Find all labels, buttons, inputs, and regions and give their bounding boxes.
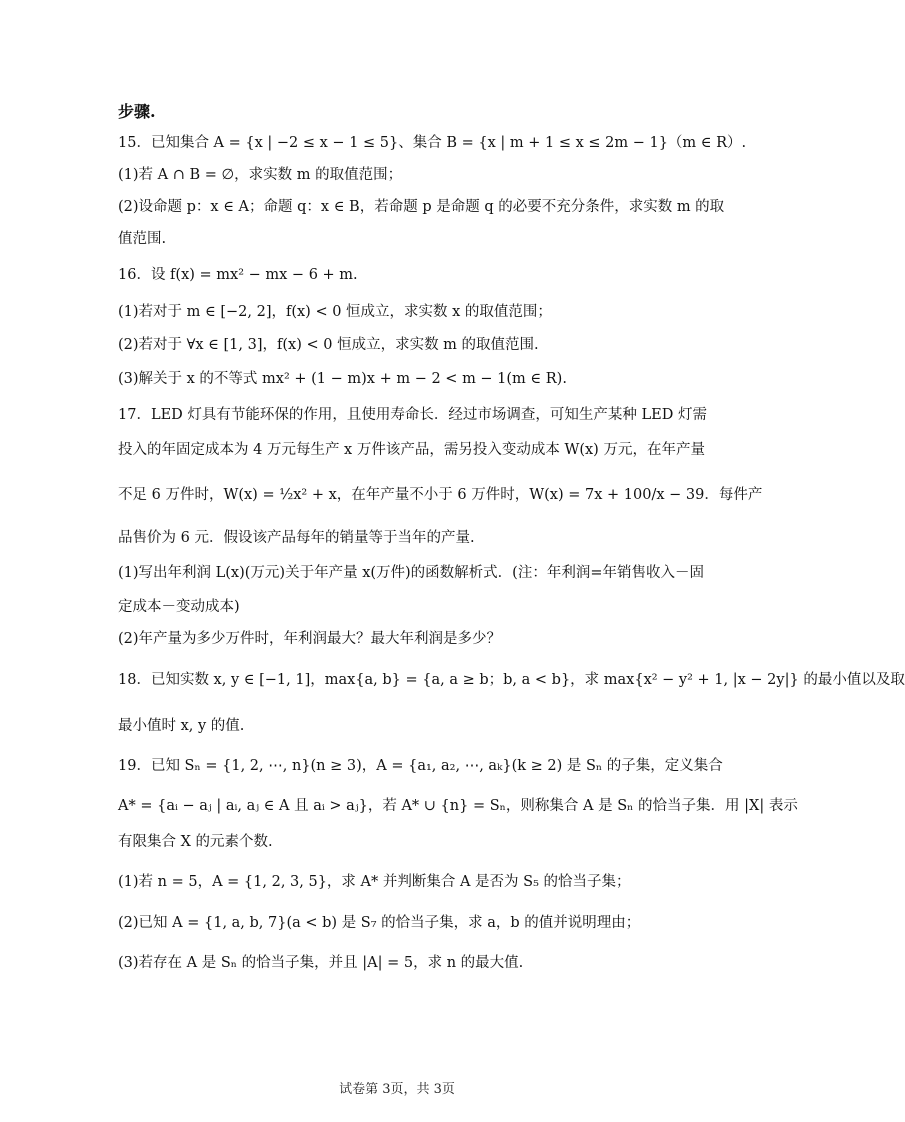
q19-part3: (3)若存在 A 是 Sₙ 的恰当子集，并且 |A| = 5，求 n 的最大值. — [118, 955, 524, 971]
q16-stem: 16．设 f(x) = mx² − mx − 6 + m. — [118, 267, 358, 283]
q16-part2: (2)若对于 ∀x ∈ [1, 3]，f(x) < 0 恒成立，求实数 m 的取值范围. — [118, 337, 539, 353]
q18-line1: 18．已知实数 x, y ∈ [−1, 1]，max{a, b} = {a, a ≥ b；b, a < b}，求 max{x² − y² + 1, |x − 2y|} 的最小值以及取 — [118, 672, 905, 688]
q17-part1-line2: 定成本－变动成本) — [118, 599, 240, 615]
page-footer: 试卷第 3页，共 3页 — [339, 1082, 455, 1097]
q18-line2: 最小值时 x, y 的值. — [118, 718, 245, 734]
q17-part1-line1: (1)写出年利润 L(x)(万元)关于年产量 x(万件)的函数解析式．(注：年利润=年销售收入－固 — [118, 565, 704, 581]
q17-part2: (2)年产量为多少万件时，年利润最大？最大年利润是多少？ — [118, 631, 502, 647]
q15-part1: (1)若 A ∩ B = ∅，求实数 m 的取值范围； — [118, 167, 403, 183]
q15-part2-line2: 值范围. — [118, 231, 167, 247]
q17-line1: 17．LED 灯具有节能环保的作用，且使用寿命长．经过市场调查，可知生产某种 LED 灯需 — [118, 407, 707, 423]
section-heading: 步骤. — [118, 102, 156, 121]
q16-part3: (3)解关于 x 的不等式 mx² + (1 − m)x + m − 2 < m − 1(m ∈ R). — [118, 371, 567, 387]
q19-line3: 有限集合 X 的元素个数. — [118, 834, 273, 850]
q17-line4: 品售价为 6 元．假设该产品每年的销量等于当年的产量. — [118, 530, 475, 546]
q16-part1: (1)若对于 m ∈ [−2, 2]，f(x) < 0 恒成立，求实数 x 的取值范围； — [118, 304, 552, 320]
q15-stem: 15．已知集合 A = {x | −2 ≤ x − 1 ≤ 5}、集合 B = {x | m + 1 ≤ x ≤ 2m − 1}（m ∈ R）. — [118, 135, 747, 151]
q19-line2: A* = {aᵢ − aⱼ | aᵢ, aⱼ ∈ A 且 aᵢ > aⱼ}，若 A* ∪ {n} = Sₙ，则称集合 A 是 Sₙ 的恰当子集．用 |X| 表示 — [118, 798, 798, 814]
q19-part1: (1)若 n = 5，A = {1, 2, 3, 5}，求 A* 并判断集合 A 是否为 S₅ 的恰当子集； — [118, 874, 631, 890]
q17-line2: 投入的年固定成本为 4 万元每生产 x 万件该产品，需另投入变动成本 W(x) 万元，在年产量 — [118, 442, 705, 458]
q19-line1: 19．已知 Sₙ = {1, 2, ⋯, n}(n ≥ 3)，A = {a₁, a₂, ⋯, aₖ}(k ≥ 2) 是 Sₙ 的子集，定义集合 — [118, 758, 723, 774]
q15-part2-line1: (2)设命题 p：x ∈ A；命题 q：x ∈ B，若命题 p 是命题 q 的必要不充分条件，求实数 m 的取 — [118, 199, 725, 215]
q19-part2: (2)已知 A = {1, a, b, 7}(a < b) 是 S₇ 的恰当子集，求 a，b 的值并说明理由； — [118, 915, 641, 931]
q17-line3: 不足 6 万件时，W(x) = ½x² + x，在年产量不小于 6 万件时，W(x) = 7x + 100/x − 39．每件产 — [118, 487, 763, 503]
